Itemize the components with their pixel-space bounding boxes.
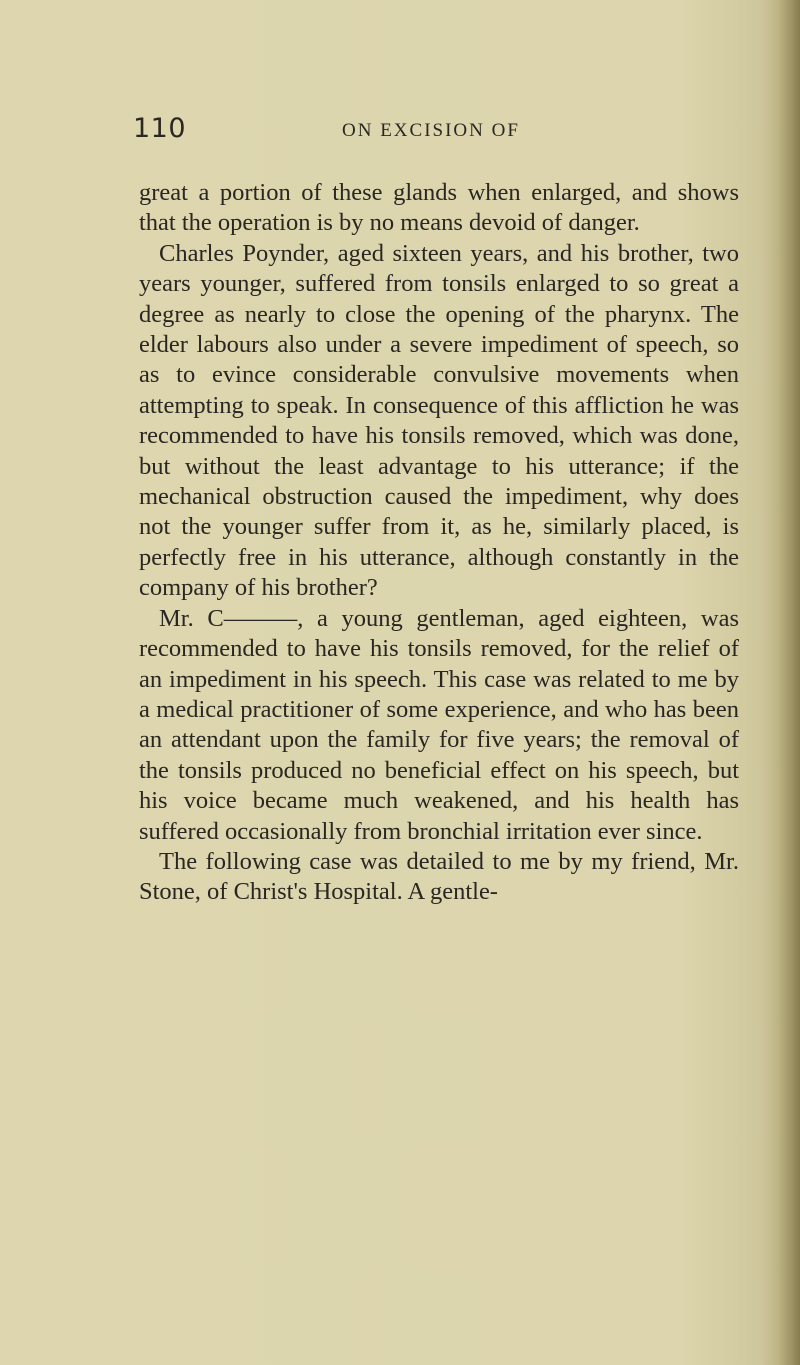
paragraph-stone-case: The following case was detailed to me by my friend, Mr. Stone, of Christ's Hospital. A gentle- xyxy=(139,847,739,906)
page-edge-shadow xyxy=(778,0,800,1365)
page-number: 110 xyxy=(133,113,187,144)
body-text xyxy=(139,178,739,908)
running-head: ON EXCISION OF xyxy=(342,120,520,141)
page-header xyxy=(0,113,800,153)
paragraph-continuation: great a portion of these glands when enlarged, and shows that the operation is by no means devoid of danger. xyxy=(139,179,739,237)
paragraph-poynder-case: Charles Poynder, aged sixteen years, and his brother, two years younger, suffered from tonsils enlarged to so great a degree as nearly to close the opening of the pharynx. The elder labours also under a severe impediment of speech, so as to evince considerable convulsive movements when attempting to speak. In consequence of this affliction he was recommended to have his tonsils removed, which was done, but without the least advantage to his utterance; if the mechanical obstruction caused the impediment, why does not the younger suffer from it, as he, similarly placed, is perfectly free in his utterance, although constantly in the company of his brother? xyxy=(139,239,739,602)
paragraph-mr-c-case: Mr. C———, a young gentleman, aged eighteen, was recommended to have his tonsils removed, for the relief of an impediment in his speech. This case was related to me by a medical practitioner of some experience, and who has been an attendant upon the family for five years; the removal of the tonsils produced no beneficial effect on his speech, but his voice became much weakened, and his health has suffered occasionally from bronchial irritation ever since. xyxy=(139,604,739,845)
